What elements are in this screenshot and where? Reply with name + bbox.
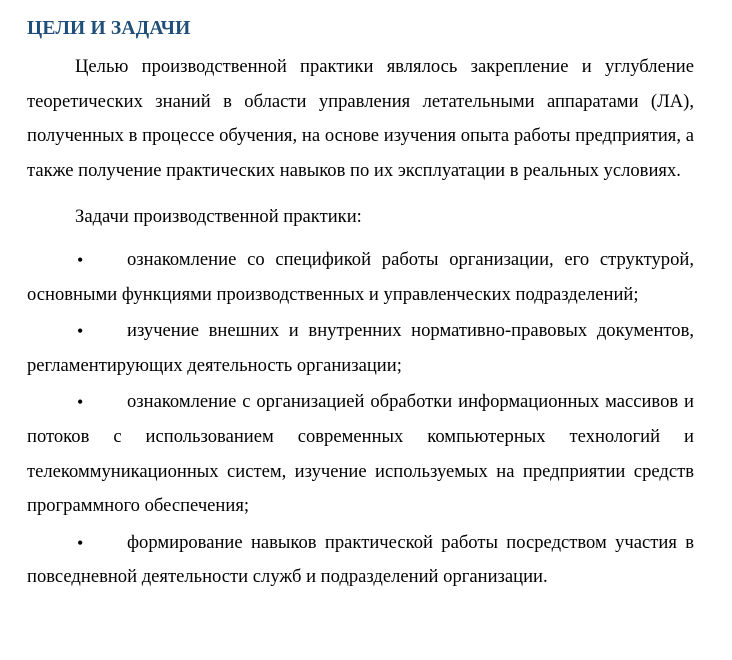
section-heading: ЦЕЛИ И ЗАДАЧИ xyxy=(27,18,191,39)
bullet-icon: • xyxy=(77,249,84,270)
list-item xyxy=(27,243,694,312)
list-item-text: ознакомление с организацией обработки информационных массивов и потоков с использованием современных компьютерных технологий и телекоммуникационных систем, изучение используемых на предприятии средств программного обеспечения; xyxy=(27,391,694,517)
list-item xyxy=(27,526,694,595)
tasks-list xyxy=(27,243,694,595)
list-item-text: формирование навыков практической работы посредством участия в повседневной деятельности служб и подразделений организации. xyxy=(27,531,694,588)
list-item-text: изучение внешних и внутренних нормативно-правовых документов, регламентирующих деятельность организации; xyxy=(27,320,694,376)
bullet-icon: • xyxy=(77,321,84,342)
list-item xyxy=(27,385,694,523)
list-item xyxy=(27,314,694,383)
goal-paragraph: Целью производственной практики являлось закрепление и углубление теоретических знаний в области управления летательными аппаратами (ЛА), полученных в процессе обучения, на основе изучения опыта работы предприятия, а также получение практических навыков по их эксплуатации в реальных условиях. xyxy=(27,56,694,181)
bullet-icon: • xyxy=(77,392,84,413)
tasks-intro: Задачи производственной практики: xyxy=(75,206,362,228)
bullet-icon: • xyxy=(77,532,84,553)
document-page xyxy=(27,14,694,597)
list-item-text: ознакомление со спецификой работы организации, его структурой, основными функциями производственных и управленческих подразделений; xyxy=(27,248,694,305)
